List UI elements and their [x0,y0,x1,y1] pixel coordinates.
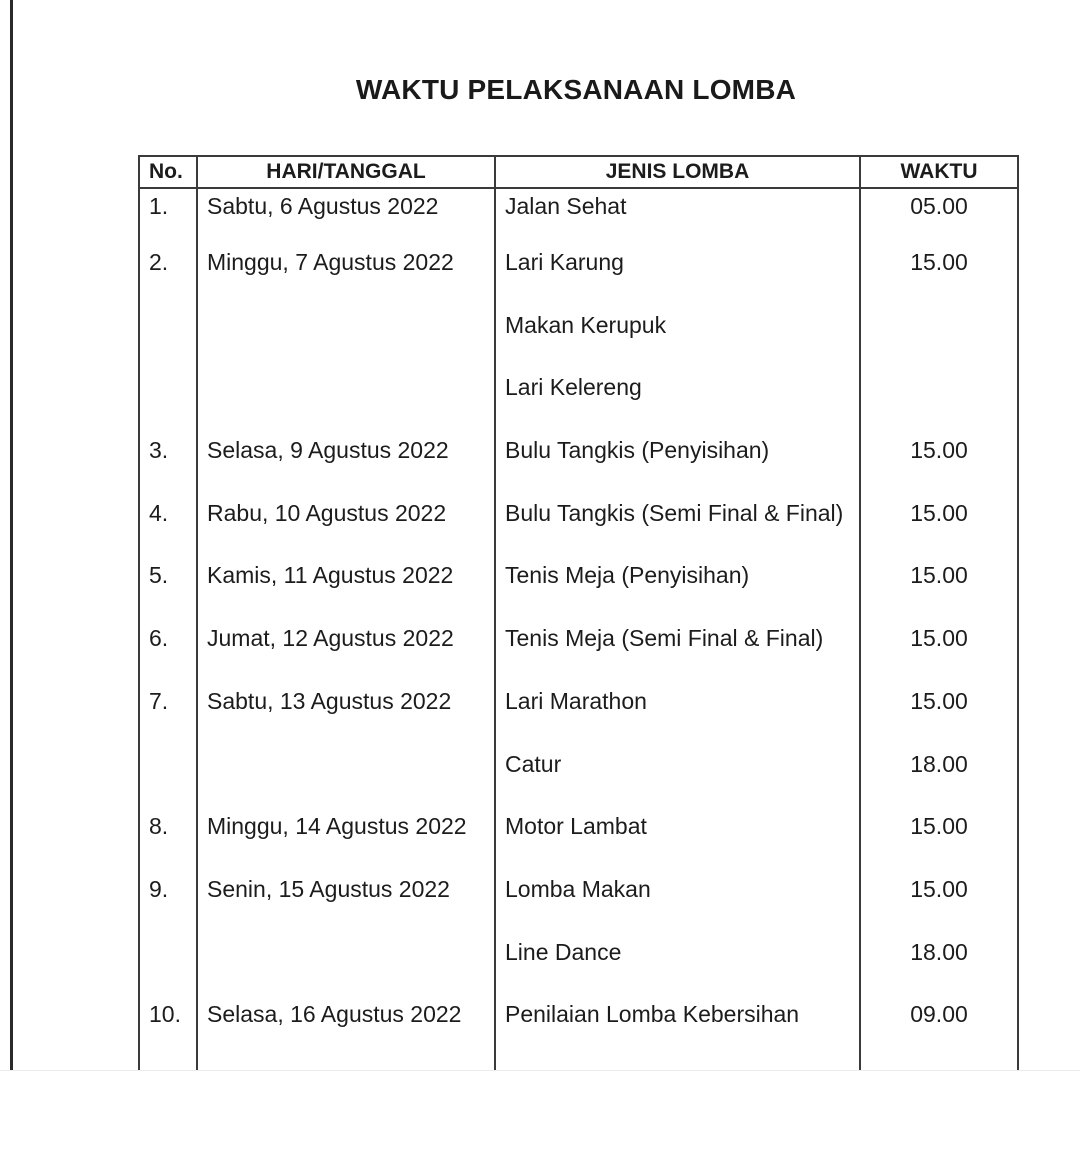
cell-event: Tenis Meja (Penyisihan) [495,558,860,621]
cell-event: Tenis Meja (Semi Final & Final) [495,621,860,684]
left-border-line [10,0,13,1070]
cell-time: 18.00 [860,747,1018,810]
table-row [139,558,1018,621]
table-body [139,188,1018,1070]
cell-day: Jumat, 12 Agustus 2022 [197,621,495,684]
cell-no: 2. [139,245,197,308]
cell-no: 5. [139,558,197,621]
cell-event: Motor Lambat [495,809,860,872]
cell-day [197,747,495,810]
cell-day [197,935,495,998]
cell-no: 6. [139,621,197,684]
cell-day: Sabtu, 6 Agustus 2022 [197,188,495,245]
cell-no: 4. [139,496,197,559]
cell-no: 10. [139,997,197,1060]
table-row [139,747,1018,810]
table-row [139,872,1018,935]
table-row [139,809,1018,872]
cell-time: 15.00 [860,809,1018,872]
cell-day: Minggu, 7 Agustus 2022 [197,245,495,308]
cell-time: 09.00 [860,997,1018,1060]
cell-no [139,747,197,810]
cell-no [139,308,197,371]
header-day: HARI/TANGGAL [197,156,495,188]
cell-no: 1. [139,188,197,245]
cell-event: Catur [495,747,860,810]
cell-day: Selasa, 9 Agustus 2022 [197,433,495,496]
cell-event: Lomba Makan [495,872,860,935]
schedule-table [138,155,1019,1070]
cell-day [197,1060,495,1070]
cell-time: 15.00 [860,496,1018,559]
cell-event: Bulu Tangkis (Penyisihan) [495,433,860,496]
table-row [139,1060,1018,1070]
cell-time [860,370,1018,433]
cell-event: Penilaian Lomba Kebersihan [495,997,860,1060]
table-row [139,997,1018,1060]
cell-time: 15.00 [860,872,1018,935]
cell-event: Lari Kelereng [495,370,860,433]
table-row [139,245,1018,308]
header-event: JENIS LOMBA [495,156,860,188]
cell-no: 7. [139,684,197,747]
cell-event: Lari Karung [495,245,860,308]
cell-time: 15.00 [860,621,1018,684]
cell-event [495,1060,860,1070]
cell-time: 15.00 [860,558,1018,621]
cell-day: Selasa, 16 Agustus 2022 [197,997,495,1060]
table-row [139,433,1018,496]
table-header-row [139,156,1018,188]
table-row [139,370,1018,433]
header-no: No. [139,156,197,188]
bottom-blank-area [0,1070,1080,1157]
cell-day: Sabtu, 13 Agustus 2022 [197,684,495,747]
cell-day: Kamis, 11 Agustus 2022 [197,558,495,621]
cell-day [197,308,495,371]
cell-event: Jalan Sehat [495,188,860,245]
table-row [139,496,1018,559]
cell-no: 9. [139,872,197,935]
cell-time [860,308,1018,371]
cell-event: Line Dance [495,935,860,998]
cell-no [139,370,197,433]
cell-time: 18.00 [860,935,1018,998]
cell-no: 8. [139,809,197,872]
cell-time: 15.00 [860,245,1018,308]
cell-time [860,1060,1018,1070]
table-row [139,935,1018,998]
cell-day: Senin, 15 Agustus 2022 [197,872,495,935]
table-row [139,188,1018,245]
table-row [139,308,1018,371]
table-row [139,684,1018,747]
document-title: WAKTU PELAKSANAAN LOMBA [355,74,797,105]
cell-time: 15.00 [860,433,1018,496]
header-time: WAKTU [860,156,1018,188]
cell-no: 3. [139,433,197,496]
cell-event: Makan Kerupuk [495,308,860,371]
cell-day [197,370,495,433]
cell-no [139,1060,197,1070]
table-row [139,621,1018,684]
cell-time: 05.00 [860,188,1018,245]
cell-event: Lari Marathon [495,684,860,747]
cell-no [139,935,197,998]
cell-time: 15.00 [860,684,1018,747]
cell-day: Rabu, 10 Agustus 2022 [197,496,495,559]
cell-event: Bulu Tangkis (Semi Final & Final) [495,496,860,559]
cell-day: Minggu, 14 Agustus 2022 [197,809,495,872]
